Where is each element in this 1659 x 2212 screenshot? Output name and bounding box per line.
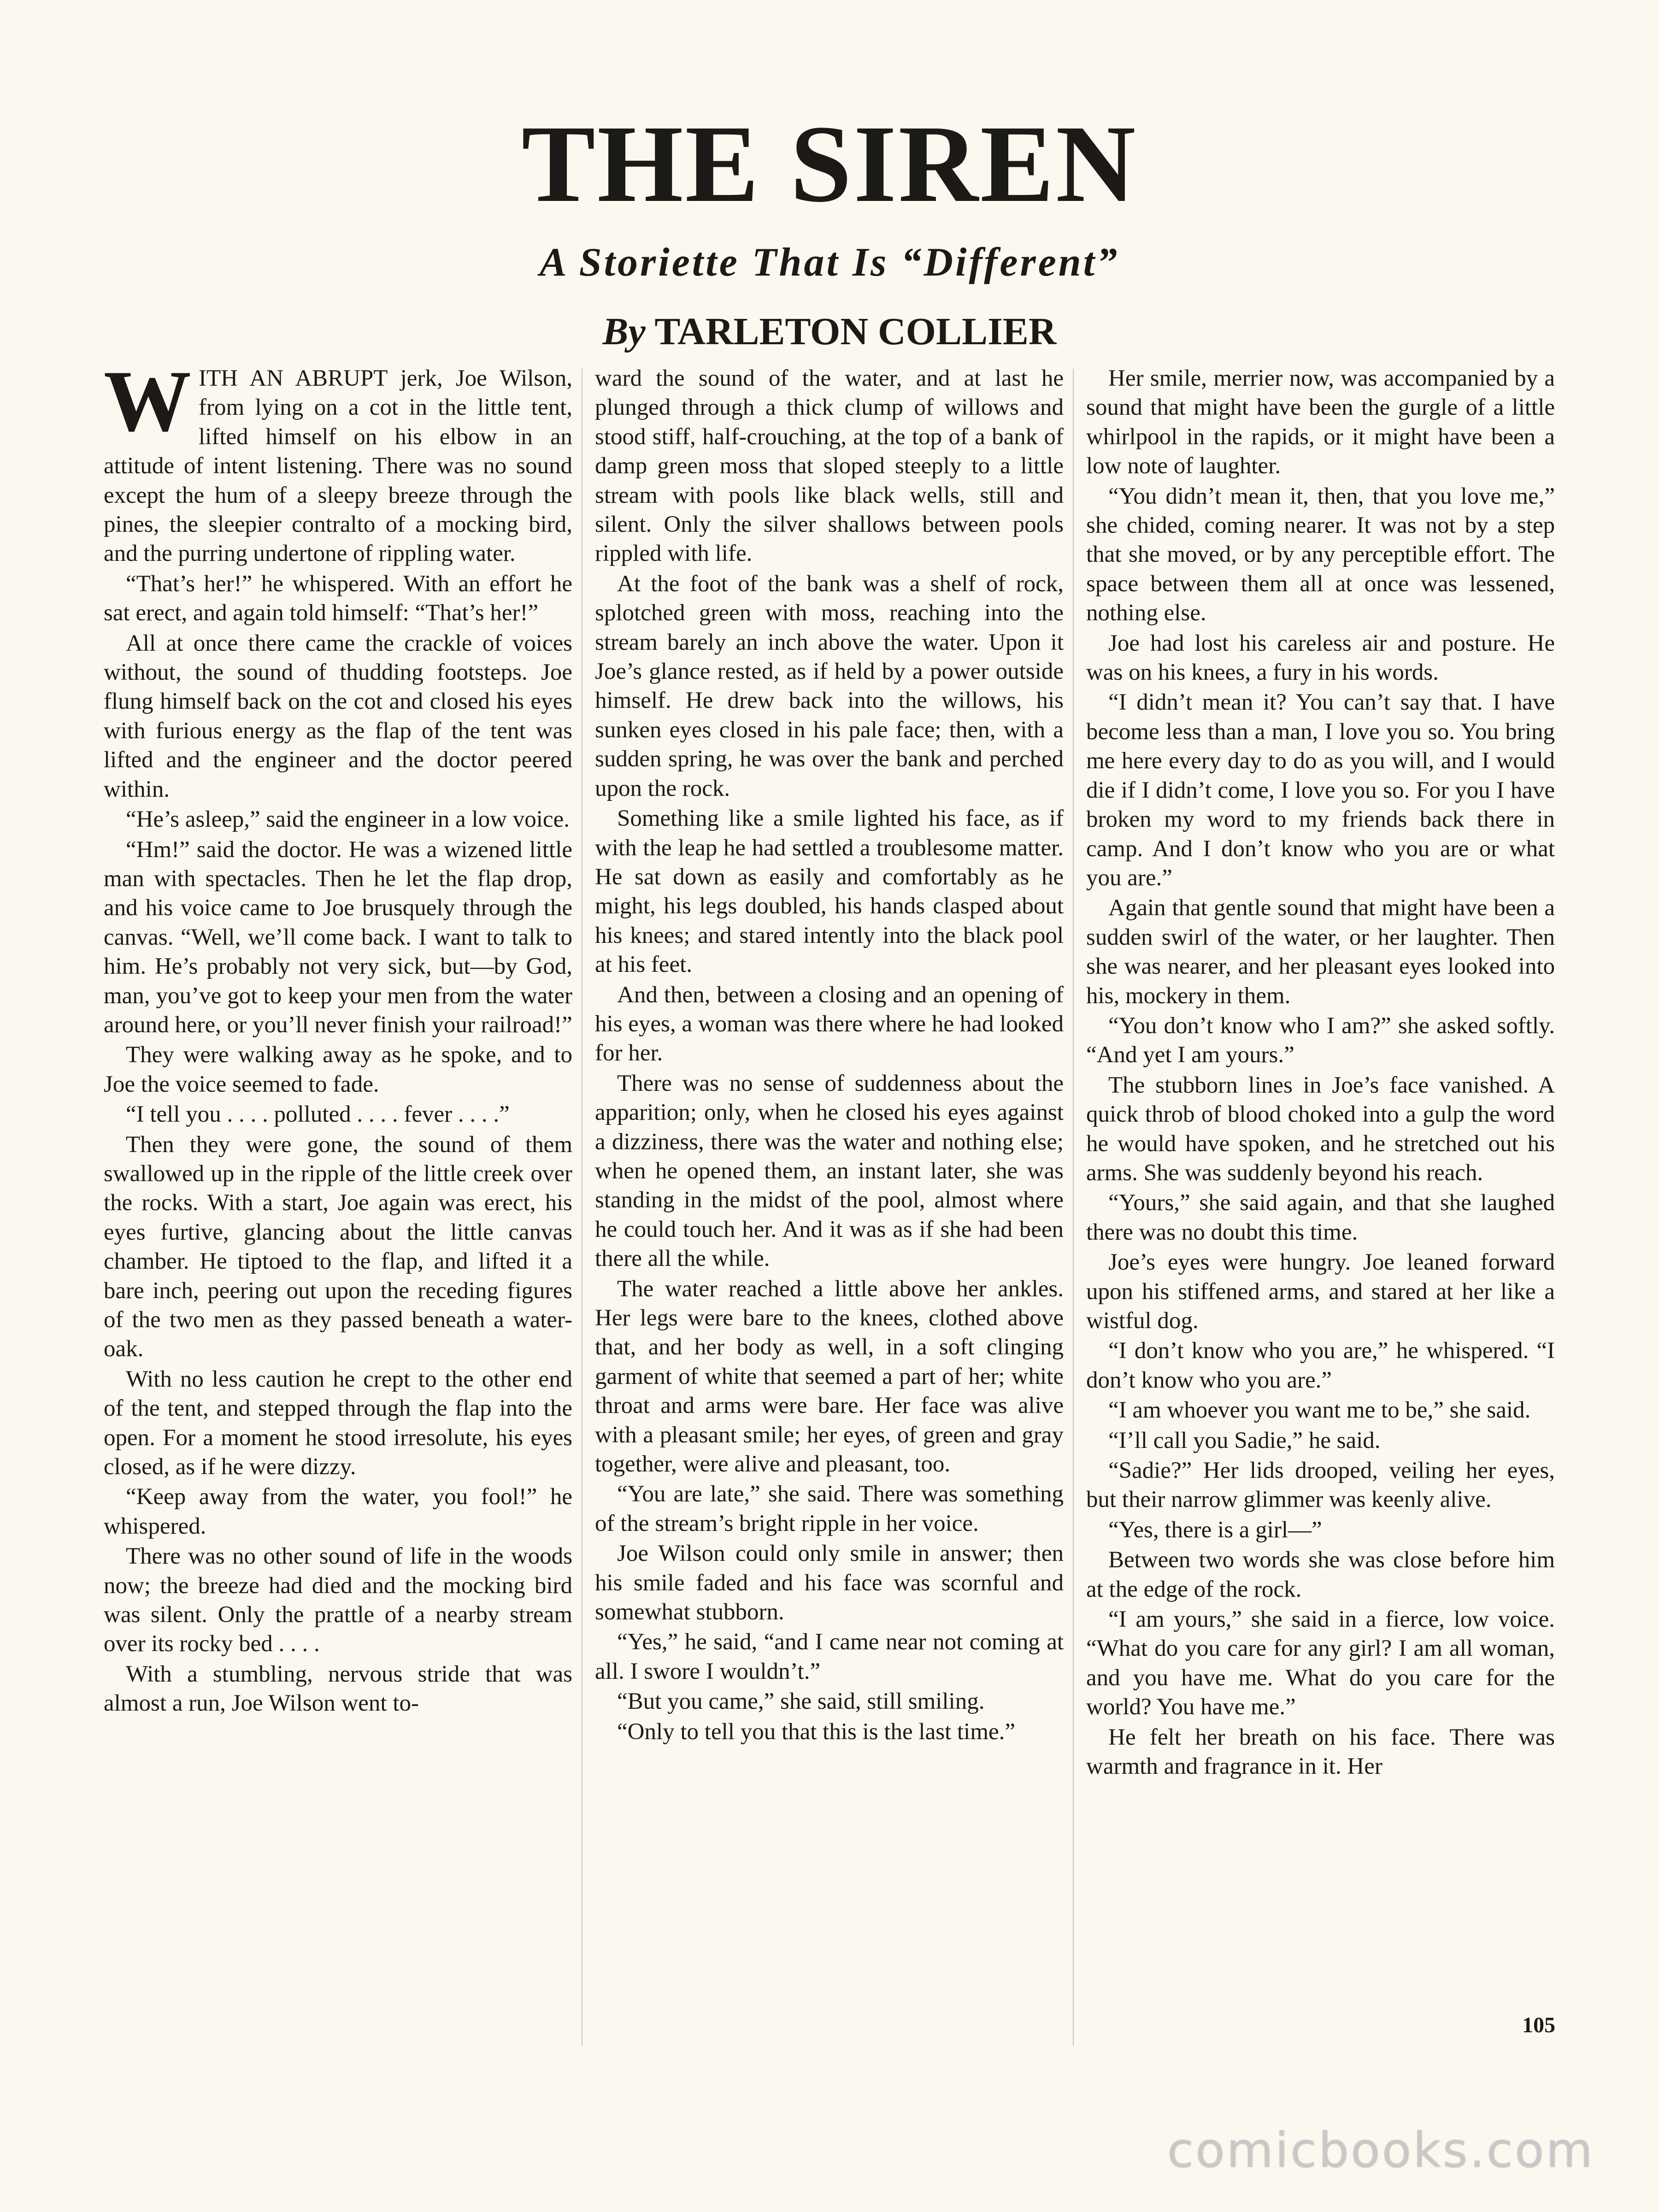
column-divider bbox=[1073, 369, 1074, 2046]
paragraph: Something like a smile lighted his face, as if with the leap he had settled a troublesome matter. He sat down as easily and comfortably as he might, his legs doubled, his hands clasped about his knees; and stared intently into the black pool at his feet. bbox=[595, 806, 1064, 978]
paragraph: There was no sense of suddenness about the apparition; only, when he closed his eyes against a dizziness, there was the water and nothing else; when he opened them, an instant later, she was standing in the midst of the pool, almost where he could touch her. And it was as if she had been there all the while. bbox=[595, 1070, 1064, 1272]
paragraph: “Keep away from the water, you fool!” he whispered. bbox=[104, 1484, 572, 1539]
text-column-3 bbox=[1086, 364, 1555, 1783]
paragraph: “I don’t know who you are,” he whispered. “I don’t know who you are.” bbox=[1086, 1338, 1555, 1393]
drop-cap: W bbox=[104, 353, 191, 450]
paragraph: He felt her breath on his face. There was warmth and fragrance in it. Her bbox=[1086, 1724, 1555, 1780]
paragraph: The water reached a little above her ankles. Her legs were bare to the knees, clothed above that, and her body as well, in a soft clinging garment of white that seemed a part of her; white throat and arms were bare. Her face was alive with a pleasant smile; her eyes, of green and gray together, were alive and pleasant, too. bbox=[595, 1276, 1064, 1477]
paragraph: “I didn’t mean it? You can’t say that. I have become less than a man, I love you so. You bring me here every day to do as you will, and I would die if I didn’t come, I love you so. For you I have broken my word to my friends back there in camp. And I don’t know who you are or what you are.” bbox=[1086, 689, 1555, 891]
paragraph: At the foot of the bank was a shelf of rock, splotched green with moss, reaching into the stream barely an inch above the water. Upon it Joe’s glance rested, as if held by a power outside himself. He drew back into the willows, his sunken eyes closed in his pale face; then, with a sudden spring, he was over the bank and perched upon the rock. bbox=[595, 571, 1064, 801]
watermark: comicbooks.com bbox=[1167, 2122, 1594, 2178]
paragraph: Between two words she was close before him at the edge of the rock. bbox=[1086, 1547, 1555, 1602]
text-column-1 bbox=[104, 353, 572, 1719]
paragraph: There was no other sound of life in the woods now; the breeze had died and the mocking bird was silent. Only the prattle of a nearby stream over its rocky bed . . . . bbox=[104, 1543, 572, 1657]
paragraph: Joe’s eyes were hungry. Joe leaned forward upon his stiffened arms, and stared at her like a wistful dog. bbox=[1086, 1249, 1555, 1334]
text-column-2 bbox=[595, 364, 1064, 1747]
byline-author: TARLETON COLLIER bbox=[654, 310, 1057, 353]
paragraph: “I’ll call you Sadie,” he said. bbox=[1108, 1427, 1381, 1453]
paragraph: Her smile, merrier now, was accompanied by a sound that might have been the gurgle of a little whirlpool in the rapids, or it might have been a low note of laughter. bbox=[1086, 365, 1555, 479]
paragraph: “Yes, there is a girl—” bbox=[1108, 1517, 1322, 1543]
story-subtitle: A Storiette That Is “Different” bbox=[539, 240, 1120, 285]
paragraph: Then they were gone, the sound of them swallowed up in the ripple of the little creek over the rocks. With a start, Joe again was erect, his eyes furtive, glancing about the little canvas chamber. He tiptoed to the flap, and lifted it a bare inch, peering out upon the receding figures of the two men as they passed beneath a water-oak. bbox=[104, 1131, 572, 1362]
paragraph: “I am whoever you want me to be,” she said. bbox=[1108, 1397, 1531, 1424]
paragraph: ward the sound of the water, and at last he plunged through a thick clump of willows and stood stiff, half-crouching, at the top of a bank of damp green moss that sloped steeply to a little stream with pools like black wells, still and silent. Only the silver shallows between pools rippled with life. bbox=[595, 365, 1064, 567]
byline-by: By bbox=[602, 310, 646, 353]
story-title: THE SIREN bbox=[521, 102, 1138, 225]
paragraph: “Hm!” said the doctor. He was a wizened little man with spectacles. Then he let the flap drop, and his voice came to Joe brusquely through the canvas. “Well, we’ll come back. I want to talk to him. He’s probably not very sick, but—by God, man, you’ve got to keep your men from the water around here, or you’ll never finish your railroad!” bbox=[104, 836, 572, 1038]
paragraph: All at once there came the crackle of voices without, the sound of thudding footsteps. Joe flung himself back on the cot and closed his eyes with furious energy as the flap of the tent was lifted and the engineer and the doctor peered within. bbox=[104, 630, 572, 802]
paragraph: Joe had lost his careless air and posture. He was on his knees, a fury in his words. bbox=[1086, 630, 1555, 686]
paragraph: “You don’t know who I am?” she asked softly. “And yet I am yours.” bbox=[1086, 1012, 1555, 1068]
paragraph: “I am yours,” she said in a fierce, low voice. “What do you care for any girl? I am all woman, and you have me. What do you care for the world? You have me.” bbox=[1086, 1606, 1555, 1720]
paragraph: WITH AN ABRUPT jerk, Joe Wilson, from lying on a cot in the little tent, lifted himself on his elbow in an attitude of intent listening. There was no sound except the hum of a sleepy breeze through the pines, the sleepier contralto of a mocking bird, and the purring undertone of rippling water. bbox=[104, 353, 572, 567]
paragraph: The stubborn lines in Joe’s face vanished. A quick throb of blood choked into a gulp the word he would have spoken, and he stretched out his arms. She was suddenly beyond his reach. bbox=[1086, 1072, 1555, 1186]
page-number: 105 bbox=[1522, 2013, 1555, 2037]
paragraph: And then, between a closing and an opening of his eyes, a woman was there where he had looked for her. bbox=[595, 982, 1064, 1066]
paragraph: “You are late,” she said. There was something of the stream’s bright ripple in her voice. bbox=[595, 1481, 1064, 1536]
paragraph: “I tell you . . . . polluted . . . . fever . . . .” bbox=[126, 1101, 510, 1128]
paragraph: With no less caution he crept to the other end of the tent, and stepped through the flap into the open. For a moment he stood irresolute, his eyes closed, as if he were dizzy. bbox=[104, 1366, 572, 1480]
paragraph: “Yes,” he said, “and I came near not coming at all. I swore I wouldn’t.” bbox=[595, 1629, 1064, 1684]
paragraph: Again that gentle sound that might have been a sudden swirl of the water, or her laughter. Then she was nearer, and her pleasant eyes looked into his, mockery in them. bbox=[1086, 895, 1555, 1009]
paragraph: They were walking away as he spoke, and to Joe the voice seemed to fade. bbox=[104, 1042, 572, 1097]
paragraph: “Only to tell you that this is the last time.” bbox=[617, 1718, 1016, 1745]
byline bbox=[0, 306, 1659, 357]
paragraph: With a stumbling, nervous stride that was almost a run, Joe Wilson went to- bbox=[104, 1661, 572, 1717]
paragraph: “That’s her!” he whispered. With an effort he sat erect, and again told himself: “That’s her!” bbox=[104, 571, 572, 626]
paragraph: “He’s asleep,” said the engineer in a low voice. bbox=[126, 806, 570, 833]
paragraph: “But you came,” she said, still smiling. bbox=[617, 1688, 985, 1715]
paragraph: Joe Wilson could only smile in answer; then his smile faded and his face was scornful and somewhat stubborn. bbox=[595, 1541, 1064, 1625]
paragraph: “Yours,” she said again, and that she laughed there was no doubt this time. bbox=[1086, 1190, 1555, 1245]
paragraph: “Sadie?” Her lids drooped, veiling her eyes, but their narrow glimmer was keenly alive. bbox=[1086, 1458, 1555, 1513]
paragraph: “You didn’t mean it, then, that you love me,” she chided, coming nearer. It was not by a step that she moved, or by any perceptible effort. The space between them all at once was lessened, nothing else. bbox=[1086, 483, 1555, 626]
